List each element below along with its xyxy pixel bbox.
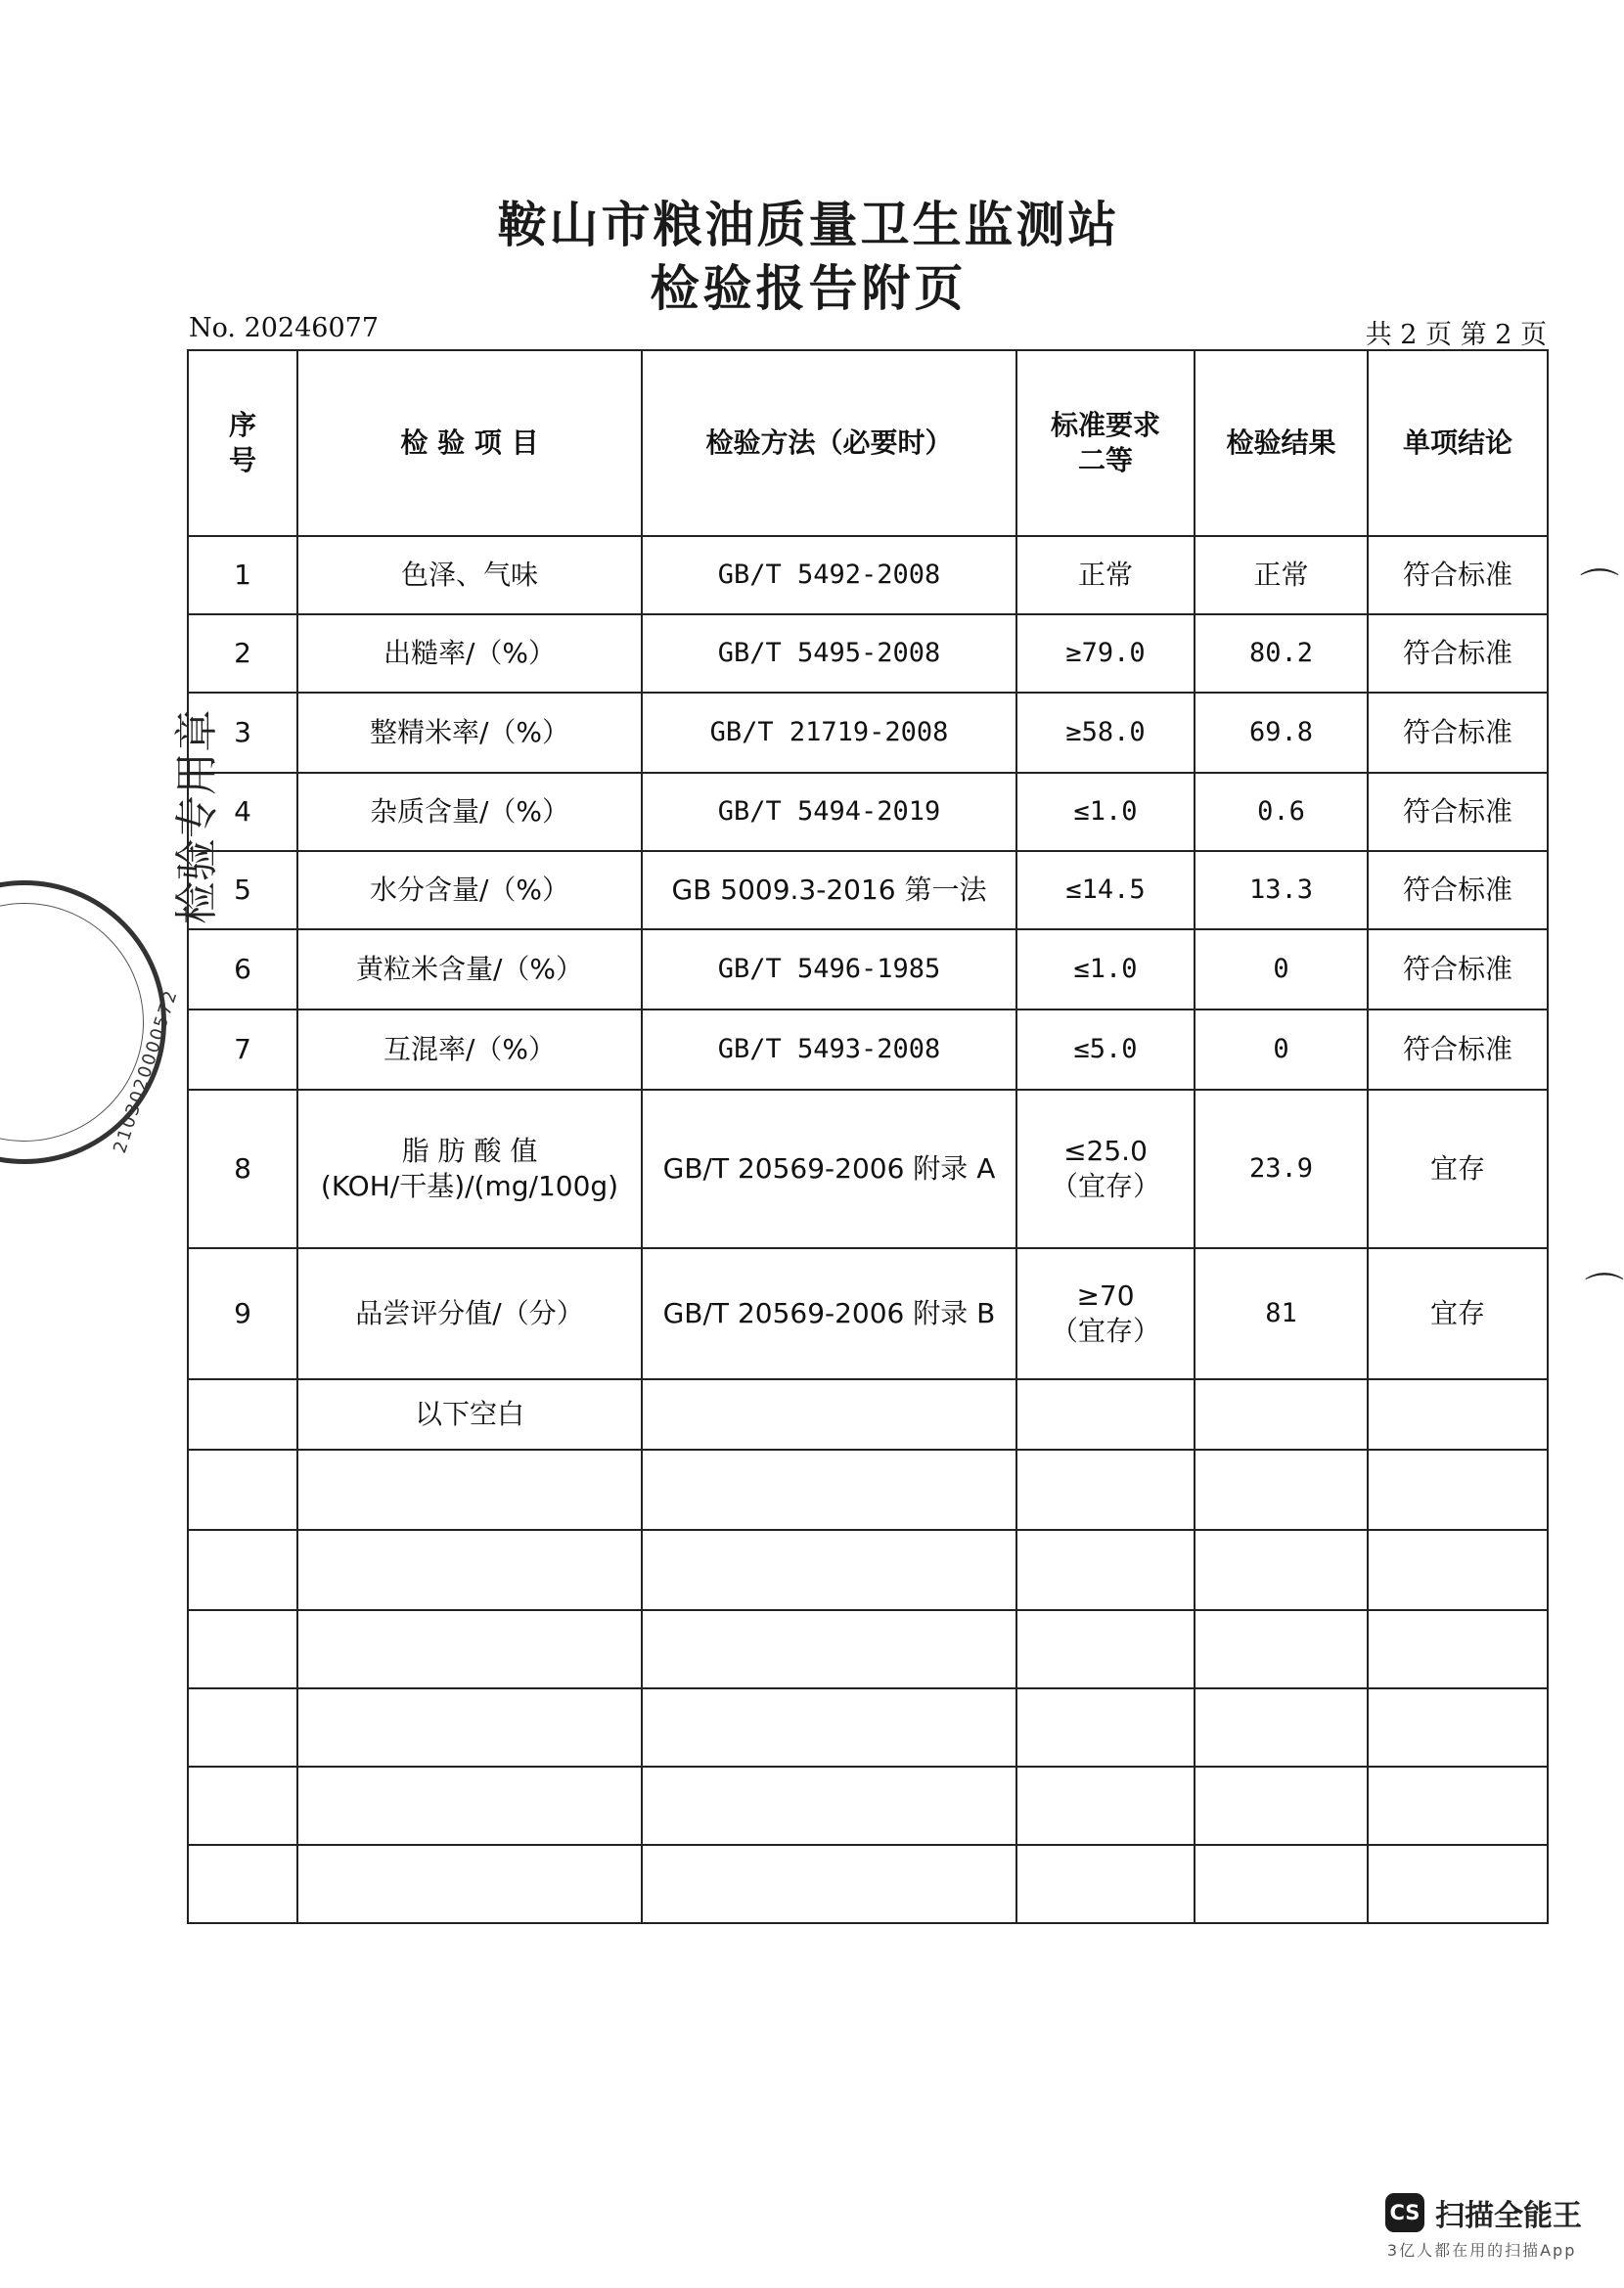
row-standard: ≤1.0 [1016,929,1195,1009]
inspection-seal [0,880,166,1164]
row-no: 8 [188,1090,297,1248]
row-standard: ≥58.0 [1016,693,1195,773]
row-item: 色泽、气味 [297,536,642,614]
row-method: GB/T 5495-2008 [642,614,1016,693]
seal-text: 检验专用章 [172,709,222,924]
row-result: 69.8 [1195,693,1368,773]
header-cell-result: 检验结果 [1195,350,1368,536]
row-result: 23.9 [1195,1090,1368,1248]
row-method: GB/T 5496-1985 [642,929,1016,1009]
table-row [188,1090,1548,1248]
report-number: No. 20246077 [189,313,379,343]
row-result: 13.3 [1195,851,1368,929]
table-row-empty [188,1688,1548,1767]
row-item: 互混率/（%） [297,1009,642,1090]
row-no: 3 [188,693,297,773]
row-item: 黄粒米含量/（%） [297,929,642,1009]
row-standard: ≤25.0 （宜存） [1016,1090,1195,1248]
row-conclusion: 符合标准 [1368,929,1548,1009]
scanner-watermark [1385,2191,1582,2261]
row-item: 整精米率/（%） [297,693,642,773]
row-conclusion: 符合标准 [1368,693,1548,773]
row-item: 水分含量/（%） [297,851,642,929]
seal-code: 2103020000572 [110,986,183,1156]
table-row [188,1248,1548,1379]
table-header-row [188,350,1548,536]
table-row-blank-note [188,1379,1548,1450]
inspection-table [187,349,1549,1924]
row-standard: 正常 [1016,536,1195,614]
document-subtitle: 检验报告附页 [650,259,968,317]
row-no: 1 [188,536,297,614]
row-method: GB 5009.3-2016 第一法 [642,851,1016,929]
row-method: GB/T 5494-2019 [642,773,1016,851]
row-conclusion: 符合标准 [1368,614,1548,693]
row-no: 6 [188,929,297,1009]
row-result: 0 [1195,929,1368,1009]
cs-logo-icon: CS [1385,2193,1424,2232]
header-cell-method: 检验方法（必要时） [642,350,1016,536]
row-method: GB/T 21719-2008 [642,693,1016,773]
binding-mark: ⌒ [1580,566,1619,611]
row-item: 品尝评分值/（分） [297,1248,642,1379]
row-conclusion: 符合标准 [1368,536,1548,614]
table-row-empty [188,1845,1548,1923]
row-standard: ≤1.0 [1016,773,1195,851]
document-title: 鞍山市粮油质量卫生监测站 [497,196,1120,253]
table-row [188,1009,1548,1090]
table-row [188,929,1548,1009]
row-result: 正常 [1195,536,1368,614]
binding-mark: ⌒ [1585,1271,1624,1316]
row-method: GB/T 5493-2008 [642,1009,1016,1090]
row-conclusion: 宜存 [1368,1248,1548,1379]
table-row-empty [188,1450,1548,1530]
row-conclusion: 符合标准 [1368,1009,1548,1090]
row-standard: ≥79.0 [1016,614,1195,693]
table-row [188,614,1548,693]
row-item: 杂质含量/（%） [297,773,642,851]
row-result: 80.2 [1195,614,1368,693]
table-row [188,851,1548,929]
row-standard: ≤14.5 [1016,851,1195,929]
table-row [188,773,1548,851]
row-no: 5 [188,851,297,929]
watermark-name: 扫描全能王 [1435,2199,1582,2233]
row-conclusion: 符合标准 [1368,773,1548,851]
table-row-empty [188,1530,1548,1610]
row-item: 出糙率/（%） [297,614,642,693]
row-no: 9 [188,1248,297,1379]
header-cell-no: 序 号 [188,350,297,536]
row-method: GB/T 5492-2008 [642,536,1016,614]
header-cell-standard: 标准要求 二等 [1016,350,1195,536]
row-no: 2 [188,614,297,693]
row-no: 7 [188,1009,297,1090]
table-row [188,693,1548,773]
row-conclusion: 符合标准 [1368,851,1548,929]
row-result: 81 [1195,1248,1368,1379]
row-conclusion: 宜存 [1368,1090,1548,1248]
row-result: 0.6 [1195,773,1368,851]
table-row-empty [188,1767,1548,1845]
row-result: 0 [1195,1009,1368,1090]
page-indicator: 共 2 页 第 2 页 [1365,320,1547,350]
row-item: 脂 肪 酸 值 (KOH/干基)/(mg/100g) [297,1090,642,1248]
row-standard: ≤5.0 [1016,1009,1195,1090]
header-cell-item: 检 验 项 目 [297,350,642,536]
table-row [188,536,1548,614]
header-cell-conclusion: 单项结论 [1368,350,1548,536]
row-standard: ≥70 （宜存） [1016,1248,1195,1379]
table-row-empty [188,1610,1548,1688]
row-no: 4 [188,773,297,851]
row-method: GB/T 20569-2006 附录 B [642,1248,1016,1379]
watermark-tagline: 3亿人都在用的扫描App [1386,2241,1577,2260]
row-method: GB/T 20569-2006 附录 A [642,1090,1016,1248]
blank-note: 以下空白 [297,1379,642,1450]
